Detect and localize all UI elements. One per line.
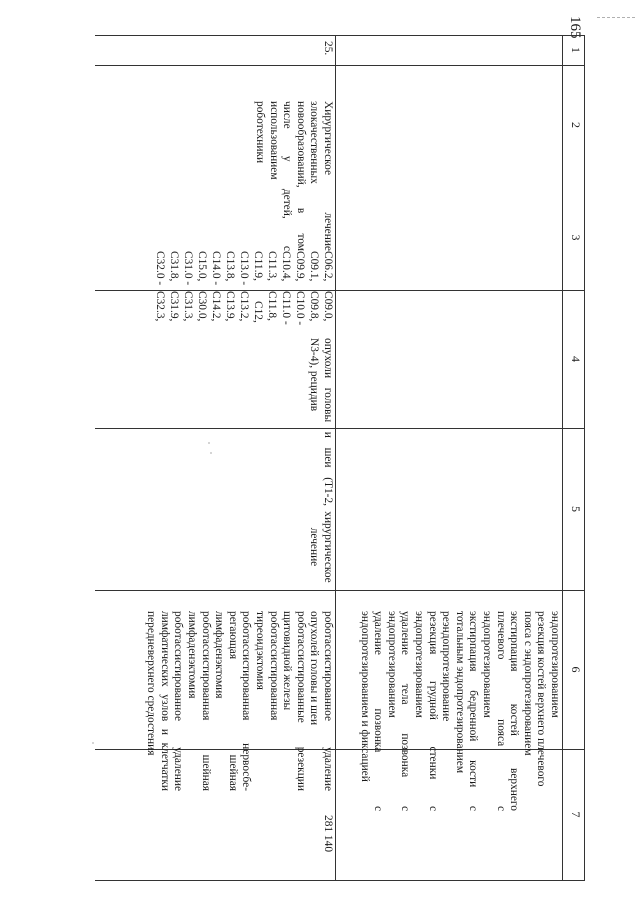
method-line: экстирпация бедренной кости с xyxy=(467,611,480,811)
method-line: удаление позвонка с xyxy=(372,611,385,811)
page-number: 165 xyxy=(567,16,583,39)
rotated-table-sheet xyxy=(95,35,585,880)
icd-code: C13.8, xyxy=(224,251,236,282)
column-border xyxy=(95,65,585,66)
method-line: роботассистированное удаление xyxy=(172,611,185,791)
icd-code: C09.9, xyxy=(294,251,306,282)
method-line: роботассистированная шейная xyxy=(199,611,212,791)
continued-method-cell xyxy=(357,611,561,811)
model-line: опухоли головы и шеи (T1-2, xyxy=(322,338,334,506)
icd-code: C31.8, xyxy=(168,251,180,282)
scan-speck xyxy=(92,742,94,744)
method-line: опухолей головы и шеи xyxy=(308,611,321,726)
icd-code: C11.9, xyxy=(252,251,264,281)
icd-code: C14.2, xyxy=(210,291,222,322)
method-line: тиреоидэктомия xyxy=(254,611,267,690)
treatment-type-line: хирургическое xyxy=(322,511,334,583)
icd-code: C13.0 - xyxy=(238,251,250,286)
column-header-3: 3 xyxy=(569,234,583,241)
icd-code: C32.3, xyxy=(154,291,166,322)
name-line: Хирургическое лечение xyxy=(322,101,334,251)
method-line: лимфатических узлов и клетчатки xyxy=(158,611,171,791)
method-line: плечевого пояса с xyxy=(494,611,507,811)
method-line: резекция костей верхнего плечевого xyxy=(535,611,548,787)
icd-code: C11.3, xyxy=(266,251,278,281)
treatment-method-cell xyxy=(144,611,334,791)
column-header-2: 2 xyxy=(569,122,583,128)
name-line: числе у детей, с xyxy=(281,101,294,251)
method-line: резекция грудной стенки с xyxy=(426,611,439,811)
method-line: роботассистированное удаление xyxy=(322,611,334,791)
patient-model-cell xyxy=(307,338,334,506)
method-line: тотальным эндопротезированием xyxy=(453,611,466,774)
method-line: лимфаденэктомия xyxy=(186,611,199,699)
scan-artifact xyxy=(597,17,635,20)
method-line: экстирпация костей верхнего xyxy=(508,611,521,811)
icd-code: C13.9, xyxy=(224,291,236,322)
column-border xyxy=(95,35,585,36)
name-line: роботехники xyxy=(254,101,267,164)
table-top-border xyxy=(584,35,585,880)
column-header-5: 5 xyxy=(569,506,583,512)
icd-code: C09.1, xyxy=(308,251,320,282)
icd-code: C31.0 - xyxy=(182,251,194,286)
method-line: передневерхнего средостения xyxy=(145,611,158,756)
row-separator xyxy=(335,35,336,880)
header-bottom-border xyxy=(562,35,563,880)
icd-code: C14.0 - xyxy=(210,251,222,286)
icd-code: C31.9, xyxy=(168,291,180,322)
icd-code: C11.8, xyxy=(266,291,278,321)
icd-code: C06.2, xyxy=(322,251,334,282)
method-line: роботассистированная нервосбе- xyxy=(240,611,253,791)
icd-code: C30.0, xyxy=(196,291,208,322)
column-border xyxy=(95,880,585,881)
name-line: новообразований, в том xyxy=(294,101,307,251)
column-header-4: 4 xyxy=(569,356,583,362)
method-line: пояса с эндопротезированием xyxy=(521,611,534,756)
column-header-1: 1 xyxy=(569,47,583,53)
name-line: злокачественных xyxy=(308,101,321,184)
column-border xyxy=(95,428,585,429)
method-line: регающая шейная xyxy=(226,611,239,791)
icd-code: C13.2, xyxy=(238,291,250,322)
method-line: удаление тела позвонка с xyxy=(399,611,412,811)
method-line: эндопротезированием xyxy=(481,611,494,718)
name-line: использованием xyxy=(267,101,280,180)
row-number: 25. xyxy=(322,41,334,56)
icd-code: C15.0, xyxy=(196,251,208,282)
medical-care-table xyxy=(95,35,585,880)
treatment-type-line: лечение xyxy=(308,527,321,567)
treatment-type-cell xyxy=(307,507,334,587)
method-line: роботассистированная xyxy=(267,611,280,721)
icd-code: C31.3, xyxy=(182,291,194,322)
icd-code: C11.0 - xyxy=(280,291,292,325)
method-line: роботассистированные резекции xyxy=(294,611,307,791)
method-line: эндопротезированием xyxy=(413,611,426,718)
icd-code: C10.0 - xyxy=(294,291,306,326)
method-line: реэндопротезирование xyxy=(440,611,453,722)
column-header-7: 7 xyxy=(569,811,583,818)
column-header-6: 6 xyxy=(569,666,583,673)
icd-code: C10.4, xyxy=(280,251,292,282)
intervention-name-cell xyxy=(252,101,334,251)
model-line: N3-4), рецидив xyxy=(308,338,321,412)
icd-code: C09.8, xyxy=(308,291,320,322)
icd-code: C09.0, xyxy=(322,291,334,322)
icd-code: C32.0 - xyxy=(154,251,166,286)
method-line: эндопротезированием xyxy=(385,611,398,718)
cost-cell: 281 140 xyxy=(322,815,334,853)
method-line: эндопротезированием xyxy=(549,611,561,718)
column-border xyxy=(95,590,585,591)
method-line: щитовидной железы xyxy=(281,611,294,711)
icd-code: C12, xyxy=(252,301,264,323)
method-line: лимфаденэктомия xyxy=(213,611,226,699)
method-line: эндопротезированием и фиксацией xyxy=(358,611,371,782)
